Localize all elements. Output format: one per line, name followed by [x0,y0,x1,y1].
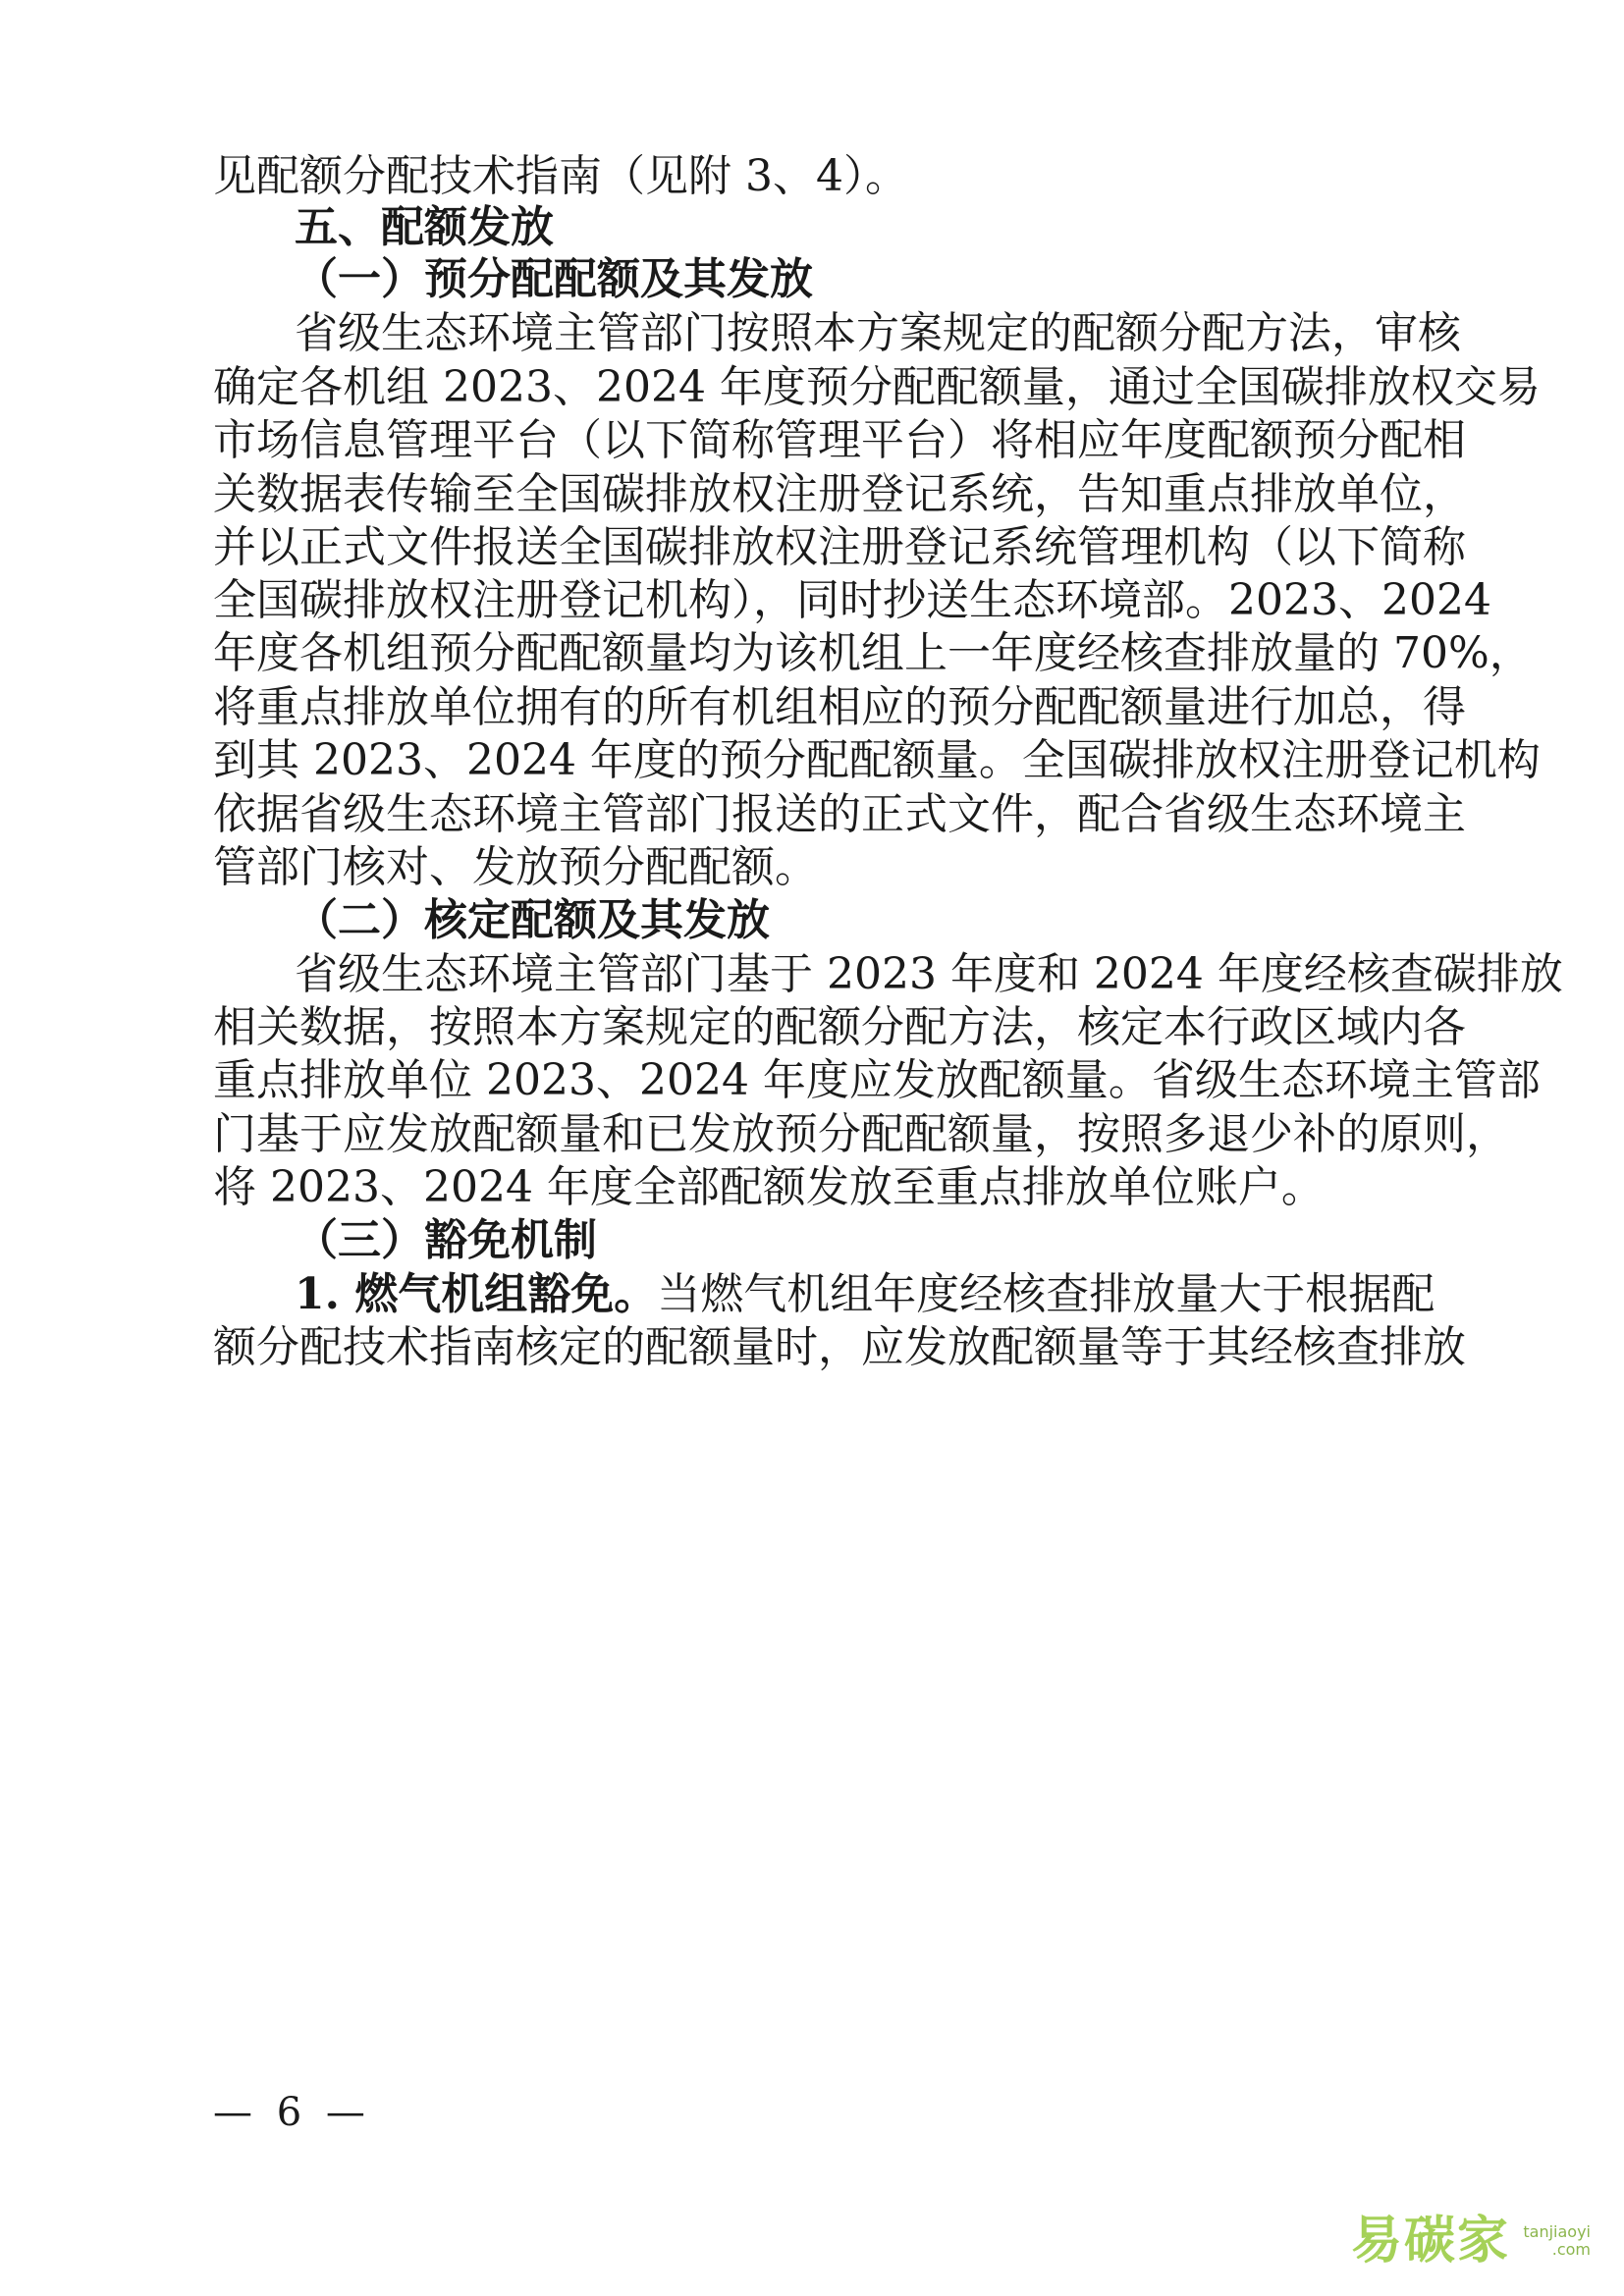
section-heading-5: 五、配额发放 [295,202,554,252]
text-line-8: 并以正式文件报送全国碳排放权注册登记系统管理机构（以下简称 [213,522,1466,572]
subsection-heading-3: （三）豁免机制 [295,1215,597,1265]
text-line-4: 省级生态环境主管部门按照本方案规定的配额分配方法，审核 [295,308,1461,358]
watermark-domain-1: tanjiaoyi [1523,2222,1591,2241]
watermark-domain-2: .com [1551,2240,1591,2259]
text-line-17: 相关数据，按照本方案规定的配额分配方法，核定本行政区域内各 [213,1002,1466,1052]
item-1-title: 1. 燃气机组豁免。 [295,1269,658,1319]
text-line-6: 市场信息管理平台（以下简称管理平台）将相应年度配额预分配相 [213,415,1466,465]
item-1-text: 当燃气机组年度经核查排放量大于根据配 [657,1269,1435,1319]
text-line-20: 将 2023、2024 年度全部配额发放至重点排放单位账户。 [213,1162,1325,1212]
text-line-11: 将重点排放单位拥有的所有机组相应的预分配配额量进行加总，得 [213,682,1466,732]
watermark-domain [1523,2223,1591,2259]
text-line-19: 门基于应发放配额量和已发放预分配配额量，按照多退少补的原则， [213,1109,1509,1159]
text-line-12: 到其 2023、2024 年度的预分配配额量。全国碳排放权注册登记机构 [213,735,1541,785]
text-line-23: 额分配技术指南核定的配额量时，应发放配额量等于其经核查排放 [213,1322,1466,1372]
page-number: — 6 — [213,2090,371,2135]
subsection-heading-1: （一）预分配配额及其发放 [295,254,813,304]
text-line-10: 年度各机组预分配配额量均为该机组上一年度经核查排放量的 70%， [213,628,1533,678]
text-line-13: 依据省级生态环境主管部门报送的正式文件，配合省级生态环境主 [213,789,1466,839]
text-line-18: 重点排放单位 2023、2024 年度应发放配额量。省级生态环境主管部 [213,1055,1541,1105]
text-line-9: 全国碳排放权注册登记机构），同时抄送生态环境部。2023、2024 [213,575,1491,625]
text-line-7: 关数据表传输至全国碳排放权注册登记系统，告知重点排放单位， [213,469,1466,519]
watermark-logo [1335,2208,1591,2276]
subsection-heading-2: （二）核定配额及其发放 [295,895,770,945]
text-line-1: 见配额分配技术指南（见附 3、4）。 [213,151,908,201]
text-line-5: 确定各机组 2023、2024 年度预分配配额量，通过全国碳排放权交易 [213,362,1541,412]
text-line-16: 省级生态环境主管部门基于 2023 年度和 2024 年度经核查碳排放 [295,949,1563,999]
text-line-14: 管部门核对、发放预分配配额。 [213,842,818,892]
watermark-text: 易碳家 [1350,2212,1510,2270]
